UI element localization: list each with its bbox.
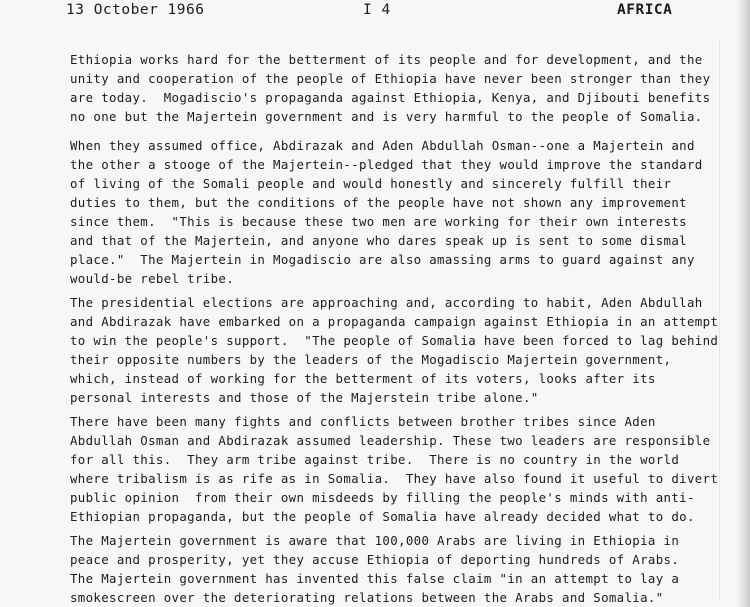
text-line: place." The Majertein in Mogadiscio are also amassing arms to guard against any: [70, 252, 695, 267]
text-line: would-be rebel tribe.: [70, 271, 235, 286]
text-line: and Abdirazak have embarked on a propaganda campaign against Ethiopia in an attempt: [70, 314, 719, 329]
text-line: The Majertein government has invented this false claim "in an attempt to lay a: [70, 571, 680, 586]
paragraph-1: [70, 50, 710, 126]
paragraph-5: [70, 531, 679, 607]
text-line: When they assumed office, Abdirazak and Aden Abdullah Osman--one a Majertein and: [70, 138, 695, 153]
text-line: no one but the Majertein government and is very harmful to the people of Somalia.: [70, 109, 703, 124]
text-line: personal interests and those of the Majerstein tribe alone.": [70, 390, 539, 405]
text-line: the other a stooge of the Majertein--pledged that they would improve the standard: [70, 157, 703, 172]
text-line: smokescreen over the deteriorating relations between the Arabs and Somalia.": [70, 590, 664, 605]
text-line: for all this. They arm tribe against tribe. There is no country in the world: [70, 452, 680, 467]
text-line: Ethiopian propaganda, but the people of Somalia have already decided what to do.: [70, 509, 695, 524]
page-edge-shadow: [736, 0, 750, 607]
fold-line: [719, 40, 720, 600]
text-line: which, instead of working for the betterment of its voters, looks after its: [70, 371, 656, 386]
text-line: and that of the Majertein, and anyone who dares speak up is sent to some dismal: [70, 233, 687, 248]
text-line: peace and prosperity, yet they accuse Ethiopia of deporting hundreds of Arabs.: [70, 552, 680, 567]
text-line: unity and cooperation of the people of Ethiopia have never been stronger than they: [70, 71, 711, 86]
text-line: Ethiopia works hard for the betterment of its people and for development, and the: [70, 52, 703, 67]
text-line: since them. "This is because these two men are working for their own interests: [70, 214, 687, 229]
header-page-number: I 4: [363, 2, 391, 18]
text-line: There have been many fights and conflicts between brother tribes since Aden: [70, 414, 656, 429]
text-line: to win the people's support. "The people of Somalia have been forced to lag behind: [70, 333, 719, 348]
paragraph-3: [70, 293, 718, 407]
text-line: their opposite numbers by the leaders of the Mogadiscio Majertein government,: [70, 352, 672, 367]
paragraph-4: [70, 412, 718, 526]
paragraph-2: [70, 136, 703, 288]
header-date: 13 October 1966: [66, 2, 205, 18]
text-line: are today. Mogadiscio's propaganda against Ethiopia, Kenya, and Djibouti benefits: [70, 90, 711, 105]
text-line: duties to them, but the conditions of the people have not shown any improvement: [70, 195, 687, 210]
text-line: public opinion from their own misdeeds by filling the people's minds with anti-: [70, 490, 695, 505]
text-line: The presidential elections are approaching and, according to habit, Aden Abdullah: [70, 295, 703, 310]
text-line: of living of the Somali people and would honestly and sincerely fulfill their: [70, 176, 672, 191]
text-line: The Majertein government is aware that 100,000 Arabs are living in Ethiopia in: [70, 533, 680, 548]
header-section: AFRICA: [617, 2, 673, 18]
text-line: where tribalism is as rife as in Somalia. They have also found it useful to divert: [70, 471, 719, 486]
text-line: Abdullah Osman and Abdirazak assumed leadership. These two leaders are responsible: [70, 433, 711, 448]
